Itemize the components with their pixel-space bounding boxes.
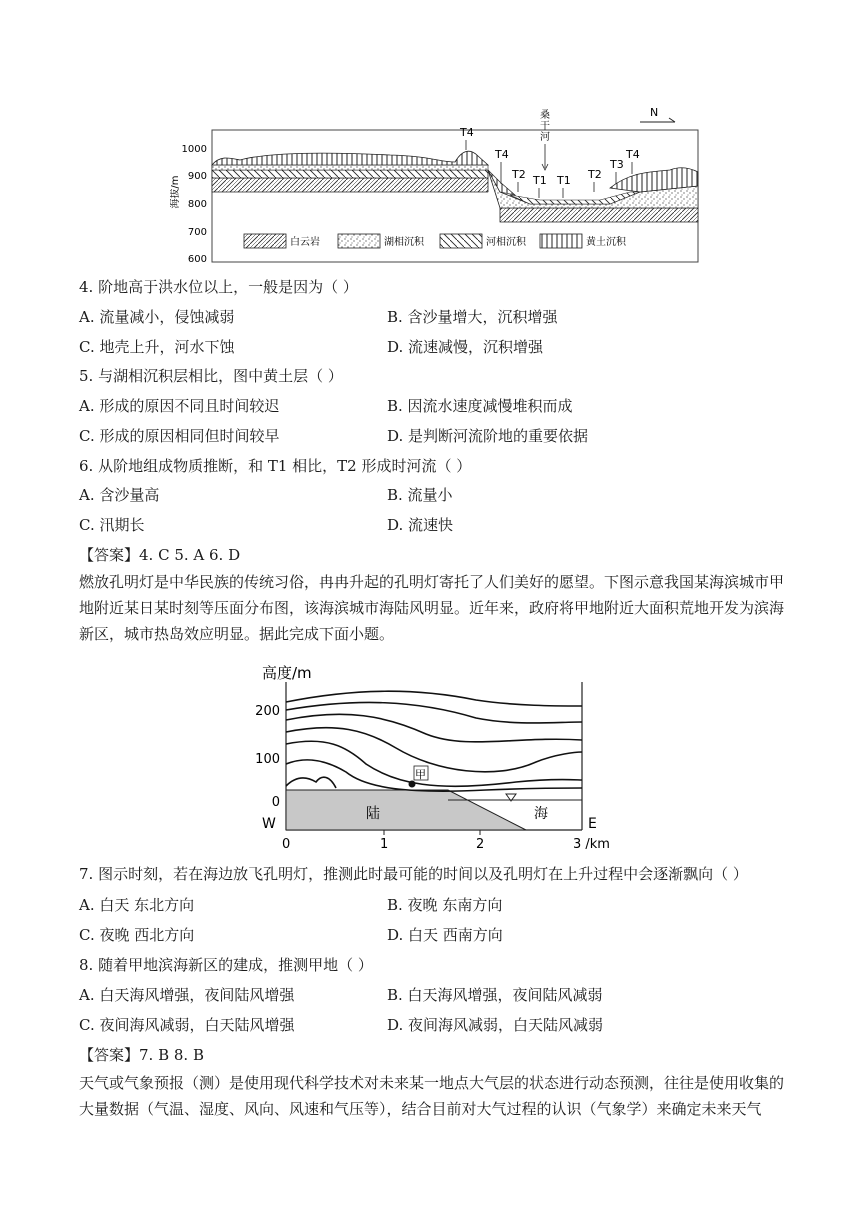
legend-loess: 黄土沉积 — [586, 237, 626, 248]
q8-option-c: C. 夜间海风减弱，白天陆风增强 — [79, 1016, 295, 1034]
place-jia-label: 甲 — [415, 768, 426, 781]
terrace-label: T4 — [460, 126, 474, 139]
q8-stem: 8. 随着甲地滨海新区的建成，推测甲地（ ） — [79, 956, 373, 974]
q6-option-b: B. 流量小 — [387, 486, 453, 504]
q4-option-b: B. 含沙量增大，沉积增强 — [387, 308, 558, 326]
figure1-ytick: 600 — [187, 254, 207, 265]
terrace-label: T1 — [533, 174, 547, 187]
svg-text:干: 干 — [540, 121, 550, 132]
terrace-label: T4 — [495, 148, 509, 161]
answer-7-8: 【答案】7. B 8. B — [79, 1046, 204, 1064]
legend-river: 河相沉积 — [486, 237, 526, 248]
q4-option-d: D. 流速减慢，沉积增强 — [387, 338, 544, 356]
terrace-label: T1 — [557, 174, 571, 187]
east-label: E — [588, 816, 597, 832]
q7-option-d: D. 白天 西南方向 — [387, 926, 503, 944]
figure1-ytick: 1000 — [181, 144, 207, 155]
terrace-cross-section-figure — [170, 100, 700, 270]
figure2-ytick: 200 — [255, 704, 280, 719]
figure2-x-axis — [282, 837, 610, 852]
figure1-y-label: 海拔/m — [170, 175, 181, 209]
figure1-y-axis — [170, 144, 207, 265]
q7-option-b: B. 夜晚 东南方向 — [387, 896, 503, 914]
figure2-ytick: 100 — [255, 752, 280, 767]
q5-option-a: A. 形成的原因不同且时间较迟 — [79, 397, 280, 415]
q6-option-c: C. 汛期长 — [79, 516, 145, 534]
land-label: 陆 — [366, 806, 380, 822]
intro-paragraph-7-8: 燃放孔明灯是中华民族的传统习俗，冉冉升起的孔明灯寄托了人们美好的愿望。下图示意我国某海滨城市甲地附近某日某时刻等压面分布图，该海滨城市海陆风明显。近年来，政府将甲地附近大面积荒地开发为滨海新区，城市热岛效应明显。据此完成下面小题。 — [79, 573, 785, 643]
figure2-ytick: 0 — [271, 795, 280, 810]
figure1-ytick: 900 — [187, 171, 207, 182]
svg-text:河: 河 — [540, 132, 550, 143]
terrace-label: T2 — [512, 168, 526, 181]
north-arrow — [640, 106, 675, 122]
q5-option-c: C. 形成的原因相同但时间较早 — [79, 427, 280, 445]
sea-label: 海 — [534, 806, 548, 822]
intro-paragraph-weather: 天气或气象预报（测）是使用现代科学技术对未来某一地点大气层的状态进行动态预测，往往是使用收集的大量数据（气温、湿度、风向、风速和气压等），结合目前对大气过程的认识（气象学）来确定未来天气 — [79, 1074, 785, 1118]
west-label: W — [262, 816, 276, 832]
terrace-label: T4 — [626, 148, 640, 161]
figure2-xtick: 0 — [282, 837, 291, 852]
q6-option-d: D. 流速快 — [387, 516, 454, 534]
figure2-xtick: 2 — [476, 837, 485, 852]
q8-option-d: D. 夜间海风减弱，白天陆风减弱 — [387, 1016, 604, 1034]
q8-option-b: B. 白天海风增强，夜间陆风减弱 — [387, 986, 603, 1004]
q5-stem: 5. 与湖相沉积层相比，图中黄土层（ ） — [79, 367, 343, 385]
terrace-label: T2 — [588, 168, 602, 181]
figure1-ytick: 700 — [187, 227, 207, 238]
q4-option-a: A. 流量减小，侵蚀减弱 — [79, 308, 235, 326]
figure2-y-label: 高度/m — [262, 664, 312, 682]
svg-text:桑: 桑 — [540, 110, 550, 121]
q5-option-d: D. 是判断河流阶地的重要依据 — [387, 427, 589, 445]
q7-stem: 7. 图示时刻，若在海边放飞孔明灯，推测此时最可能的时间以及孔明灯在上升过程中会逐渐飘向（ ） — [79, 865, 748, 883]
legend-dolomite: 白云岩 — [290, 237, 320, 248]
figure1-legend — [244, 234, 627, 248]
q6-stem: 6. 从阶地组成物质推断，和 T1 相比，T2 形成时河流（ ） — [79, 457, 472, 475]
river-label — [540, 109, 550, 170]
legend-lake: 湖相沉积 — [384, 237, 424, 248]
q7-option-a: A. 白天 东北方向 — [79, 896, 195, 914]
answer-4-6: 【答案】4. C 5. A 6. D — [79, 546, 241, 564]
q5-option-b: B. 因流水速度减慢堆积而成 — [387, 397, 573, 415]
isobaric-surface-figure — [236, 660, 636, 860]
figure2-xtick: 1 — [380, 837, 389, 852]
q4-option-c: C. 地壳上升，河水下蚀 — [79, 338, 235, 356]
q6-option-a: A. 含沙量高 — [79, 486, 160, 504]
q8-option-a: A. 白天海风增强，夜间陆风增强 — [79, 986, 295, 1004]
figure2-xtick: 3 /km — [573, 837, 610, 852]
figure1-ytick: 800 — [187, 199, 207, 210]
figure2-y-axis — [255, 704, 280, 810]
terrace-label: T3 — [610, 158, 624, 171]
svg-text:N: N — [650, 106, 659, 119]
q4-stem: 4. 阶地高于洪水位以上，一般是因为（ ） — [79, 278, 358, 296]
q7-option-c: C. 夜晚 西北方向 — [79, 926, 195, 944]
